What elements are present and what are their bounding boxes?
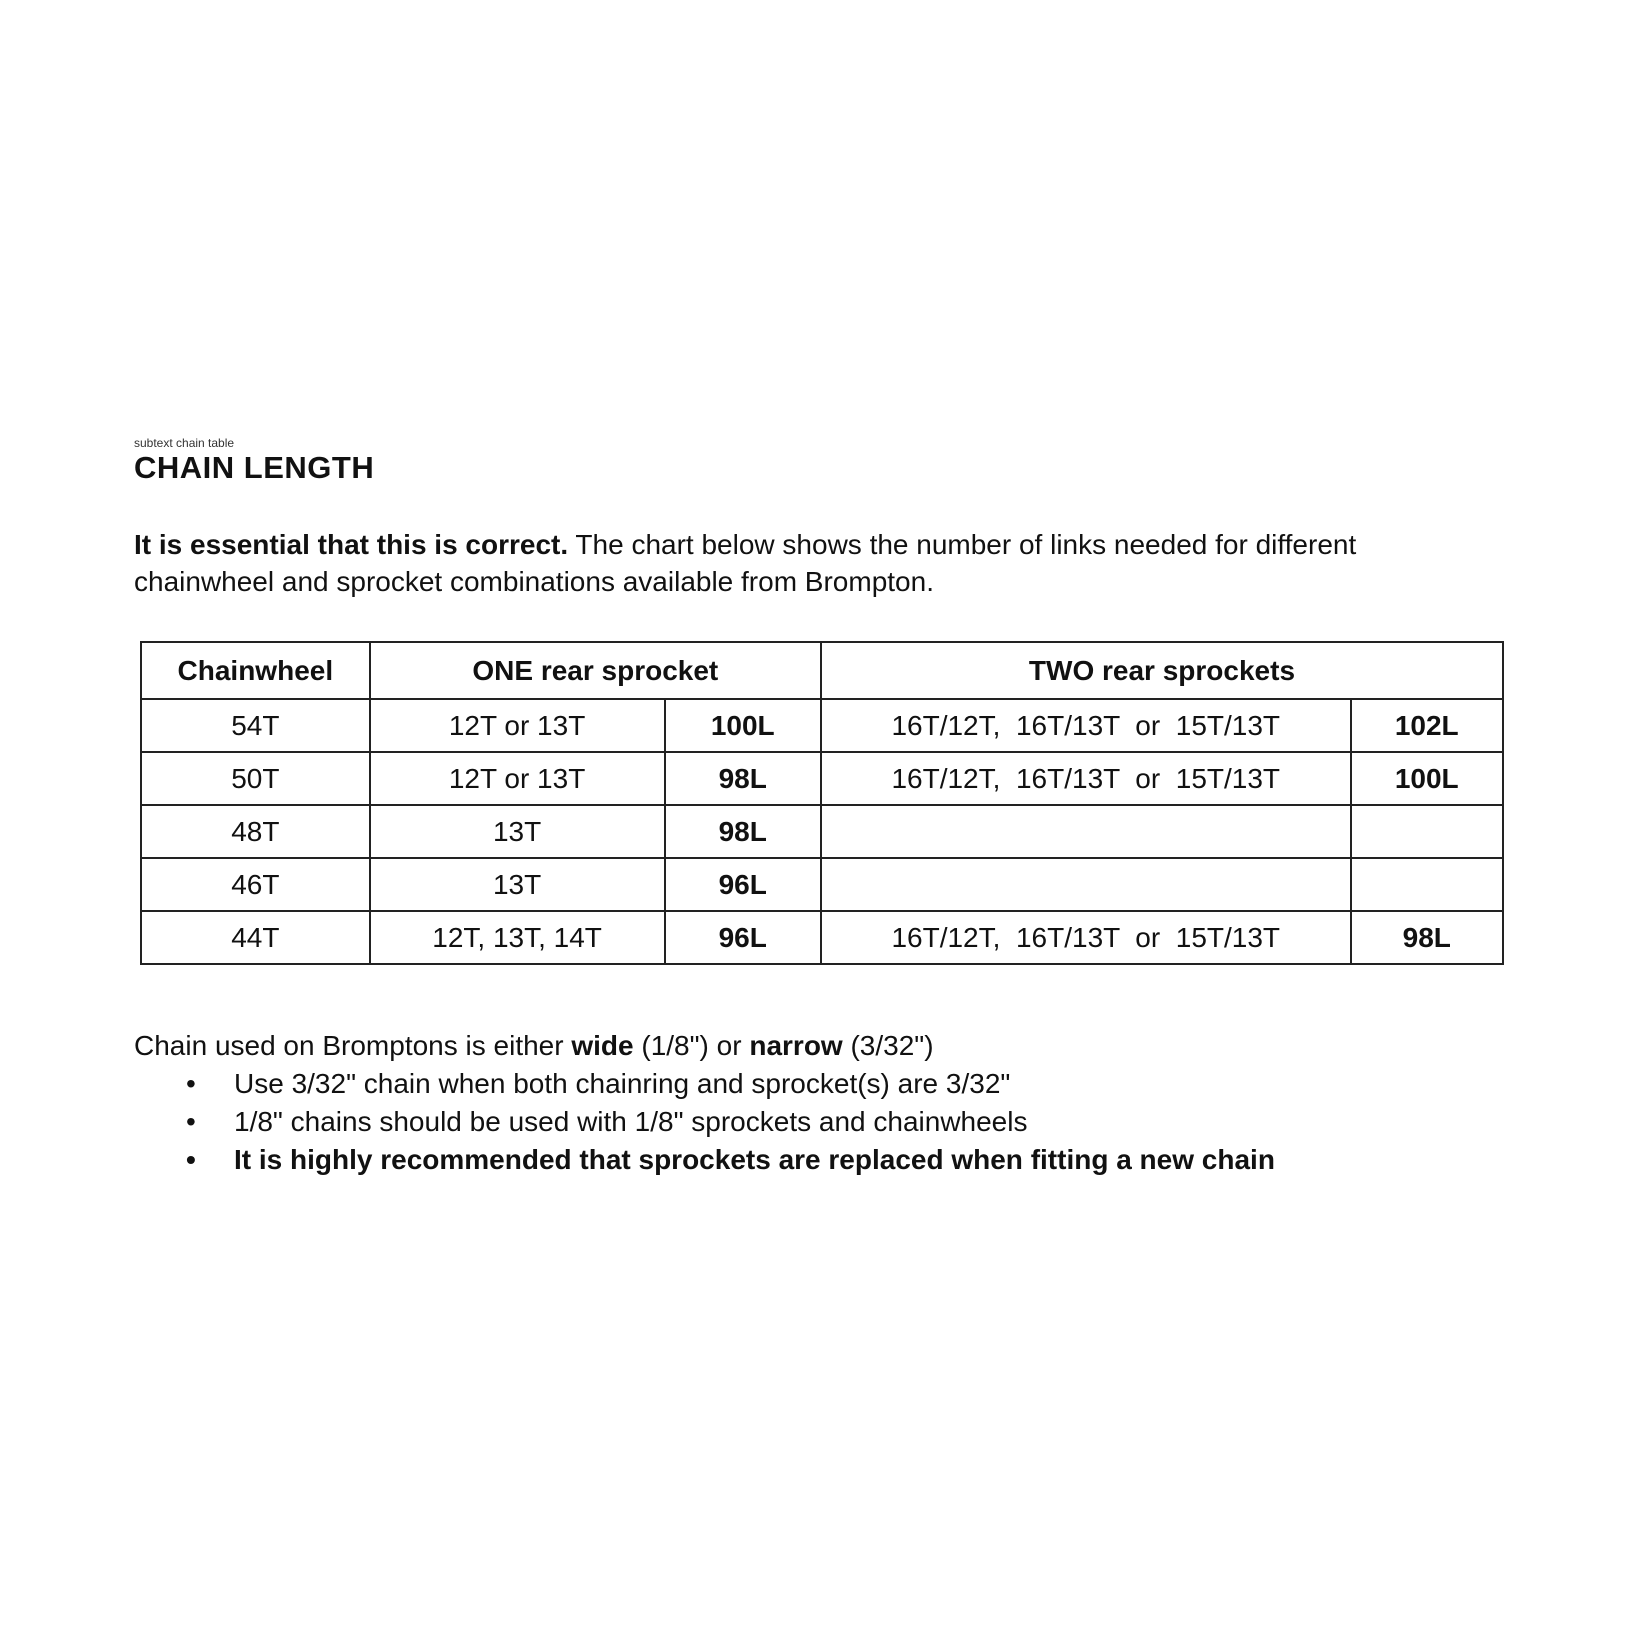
cell-two-links: [1351, 858, 1503, 911]
bullet-list: [134, 1065, 1514, 1179]
page-title: CHAIN LENGTH: [134, 450, 375, 485]
cell-two-sprockets: 16T/12T, 16T/13T or 15T/13T: [821, 911, 1351, 964]
bullet-icon: •: [186, 1106, 196, 1137]
table-header-row: [141, 642, 1503, 699]
notes-text-b: (1/8") or: [633, 1030, 750, 1061]
bullet-icon: •: [186, 1068, 196, 1099]
cell-two-sprockets: 16T/12T, 16T/13T or 15T/13T: [821, 699, 1351, 752]
chain-notes: [134, 1027, 1514, 1179]
subtext-label: subtext chain table: [134, 436, 235, 450]
chain-length-table: [140, 641, 1504, 965]
table-row: [141, 699, 1503, 752]
cell-one-sprocket: 12T or 13T: [370, 699, 665, 752]
cell-two-links: 102L: [1351, 699, 1503, 752]
list-item-text: It is highly recommended that sprockets are replaced when fitting a new chain: [234, 1144, 1275, 1175]
cell-one-sprocket: 12T or 13T: [370, 752, 665, 805]
bullet-icon: •: [186, 1144, 196, 1175]
table-row: [141, 805, 1503, 858]
list-item: [134, 1103, 1514, 1141]
list-item: [134, 1141, 1514, 1179]
header-chainwheel: Chainwheel: [141, 642, 370, 699]
cell-two-links: 98L: [1351, 911, 1503, 964]
document-page: [134, 436, 1514, 1179]
cell-one-links: 98L: [665, 805, 821, 858]
intro-text: The chart below shows the number of links needed for different chainwheel and sprocket combinations available from Brompton.: [134, 529, 1357, 597]
cell-chainwheel: 46T: [141, 858, 370, 911]
cell-two-sprockets: [821, 858, 1351, 911]
cell-one-links: 100L: [665, 699, 821, 752]
list-item-text: 1/8" chains should be used with 1/8" sprockets and chainwheels: [234, 1106, 1028, 1137]
cell-one-sprocket: 12T, 13T, 14T: [370, 911, 665, 964]
cell-two-sprockets: [821, 805, 1351, 858]
cell-one-links: 96L: [665, 911, 821, 964]
header-two-rear-sprockets: TWO rear sprockets: [821, 642, 1503, 699]
cell-chainwheel: 44T: [141, 911, 370, 964]
chain-type-sentence: [134, 1027, 1514, 1065]
intro-emphasis: It is essential that this is correct.: [134, 529, 569, 560]
cell-one-sprocket: 13T: [370, 805, 665, 858]
cell-one-sprocket: 13T: [370, 858, 665, 911]
cell-two-links: 100L: [1351, 752, 1503, 805]
cell-chainwheel: 50T: [141, 752, 370, 805]
notes-wide: wide: [571, 1030, 634, 1061]
table-row: [141, 911, 1503, 964]
cell-one-links: 96L: [665, 858, 821, 911]
table-row: [141, 858, 1503, 911]
notes-text-c: (3/32"): [842, 1030, 934, 1061]
cell-two-links: [1351, 805, 1503, 858]
intro-paragraph: [134, 526, 1434, 600]
header-one-rear-sprocket: ONE rear sprocket: [370, 642, 821, 699]
cell-chainwheel: 48T: [141, 805, 370, 858]
table-row: [141, 752, 1503, 805]
cell-chainwheel: 54T: [141, 699, 370, 752]
cell-one-links: 98L: [665, 752, 821, 805]
notes-narrow: narrow: [749, 1030, 843, 1061]
notes-text-a: Chain used on Bromptons is either: [134, 1030, 572, 1061]
cell-two-sprockets: 16T/12T, 16T/13T or 15T/13T: [821, 752, 1351, 805]
list-item-text: Use 3/32" chain when both chainring and sprocket(s) are 3/32": [234, 1068, 1011, 1099]
list-item: [134, 1065, 1514, 1103]
